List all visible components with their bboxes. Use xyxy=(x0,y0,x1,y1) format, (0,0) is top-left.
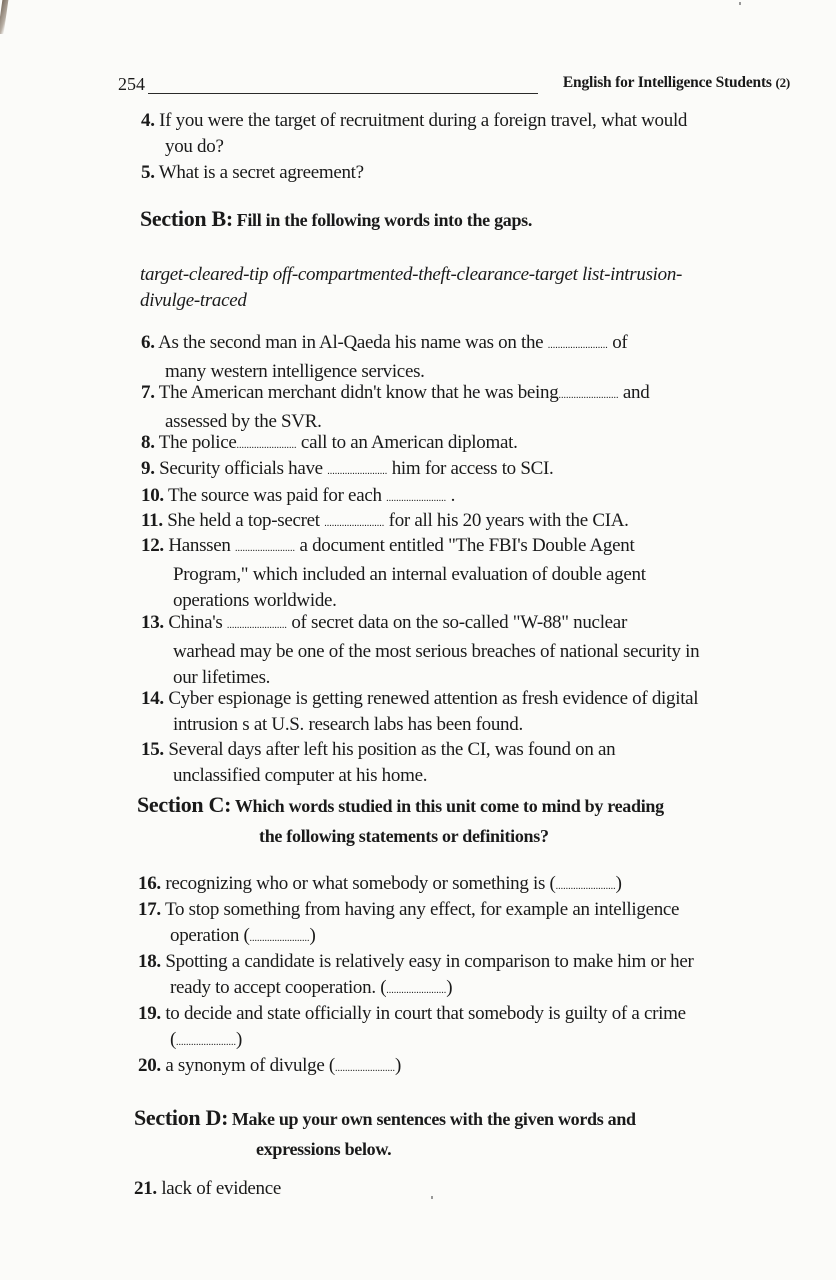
question-text-continued: intrusion s at U.S. research labs has been found. xyxy=(173,714,523,735)
question-number: 15. xyxy=(141,739,164,760)
question-number: 7. xyxy=(141,382,155,403)
question-text: ) xyxy=(236,1029,243,1050)
section-instruction: Which words studied in this unit come to mind by reading xyxy=(234,796,664,816)
section-d-heading xyxy=(134,1104,636,1163)
question-text-continued: you do? xyxy=(165,136,224,157)
question-text: call to an American diplomat. xyxy=(296,432,518,453)
answer-blank: ........................ xyxy=(386,493,447,504)
question-number: 8. xyxy=(141,432,155,453)
question-4 xyxy=(141,108,687,160)
question-text: him for access to SCI. xyxy=(387,458,554,479)
question-text-continued: operations worldwide. xyxy=(173,590,337,611)
page-number: 254 xyxy=(118,74,145,94)
question-number: 16. xyxy=(138,873,161,894)
question-14 xyxy=(141,686,698,738)
question-13 xyxy=(141,610,699,691)
question-text: Several days after left his position as the CI, was found on an xyxy=(168,739,616,760)
paper-speck xyxy=(431,1196,433,1199)
question-text: Cyber espionage is getting renewed attention as fresh evidence of digital xyxy=(168,688,699,709)
question-19 xyxy=(138,1001,686,1056)
answer-blank: ........................ xyxy=(558,390,619,401)
question-21 xyxy=(134,1176,281,1202)
question-text: ) xyxy=(615,873,622,894)
question-text: of secret data on the so-called "W-88" nuclear xyxy=(286,612,627,633)
question-number: 12. xyxy=(141,535,164,556)
question-text: to decide and state officially in court that somebody is guilty of a crime xyxy=(165,1003,686,1024)
question-text: for all his 20 years with the CIA. xyxy=(384,510,629,531)
question-17 xyxy=(138,897,679,952)
question-7 xyxy=(141,380,649,435)
question-text: a synonym of divulge ( xyxy=(165,1055,335,1076)
book-title xyxy=(563,74,790,92)
section-label: Section B: xyxy=(140,206,233,231)
header-rule xyxy=(148,93,538,94)
question-text-continued: warhead may be one of the most serious breaches of national security in xyxy=(173,641,700,662)
question-text: The American merchant didn't know that he was being xyxy=(158,382,559,403)
question-number: 17. xyxy=(138,899,161,920)
word-list-line: target-cleared-tip off-compartmented-theft-clearance-target list-intrusion- xyxy=(140,264,683,285)
question-text-continued: operation ( xyxy=(170,925,250,946)
question-number: 13. xyxy=(141,612,164,633)
question-text-continued: unclassified computer at his home. xyxy=(173,765,428,786)
word-list xyxy=(140,262,790,314)
section-b-heading xyxy=(140,206,532,232)
question-number: 10. xyxy=(141,485,164,506)
question-number: 21. xyxy=(134,1178,157,1199)
question-text: The source was paid for each xyxy=(167,485,387,506)
question-5 xyxy=(141,160,364,186)
section-instruction-continued: the following statements or definitions? xyxy=(259,826,549,846)
answer-blank: ........................ xyxy=(555,881,616,892)
question-text: Spotting a candidate is relatively easy in comparison to make him or her xyxy=(165,951,694,972)
question-9 xyxy=(141,456,553,485)
question-text: and xyxy=(618,382,650,403)
question-text: China's xyxy=(168,612,227,633)
paper-speck xyxy=(739,2,741,5)
book-volume: (2) xyxy=(775,75,790,90)
question-8 xyxy=(141,430,518,459)
section-label: Section D: xyxy=(134,1105,229,1130)
question-15 xyxy=(141,737,615,789)
section-c-heading xyxy=(137,791,664,850)
question-text: lack of evidence xyxy=(161,1178,281,1199)
question-text-continued: ( xyxy=(170,1029,177,1050)
question-number: 19. xyxy=(138,1003,161,1024)
answer-blank: ........................ xyxy=(324,518,385,529)
question-number: 4. xyxy=(141,110,155,131)
question-20 xyxy=(138,1053,401,1082)
question-text: If you were the target of recruitment during a foreign travel, what would xyxy=(159,110,688,131)
answer-blank: ........................ xyxy=(334,1063,395,1074)
question-16 xyxy=(138,871,622,900)
answer-blank: ........................ xyxy=(235,543,296,554)
section-label: Section C: xyxy=(137,792,232,817)
question-text: ) xyxy=(309,925,316,946)
answer-blank: ........................ xyxy=(249,933,310,944)
question-number: 9. xyxy=(141,458,155,479)
answer-blank: ........................ xyxy=(236,440,297,451)
question-text: To stop something from having any effect, for example an intelligence xyxy=(164,899,680,920)
word-list-line: divulge-traced xyxy=(140,290,247,311)
answer-blank: ........................ xyxy=(547,340,608,351)
question-text: of xyxy=(607,332,628,353)
page-edge-shadow xyxy=(0,0,8,34)
question-6 xyxy=(141,330,627,385)
running-header xyxy=(118,72,790,98)
question-number: 20. xyxy=(138,1055,161,1076)
question-text: Security officials have xyxy=(159,458,328,479)
question-12 xyxy=(141,533,646,614)
question-text: recognizing who or what somebody or something is ( xyxy=(165,873,556,894)
question-number: 6. xyxy=(141,332,155,353)
section-instruction: Make up your own sentences with the given words and xyxy=(231,1109,636,1129)
question-text: ) xyxy=(446,977,453,998)
question-text: . xyxy=(446,485,456,506)
question-text: a document entitled "The FBI's Double Agent xyxy=(295,535,635,556)
question-text-continued: assessed by the SVR. xyxy=(165,411,322,432)
answer-blank: ........................ xyxy=(176,1037,237,1048)
question-text-continued: our lifetimes. xyxy=(173,667,271,688)
question-text-continued: many western intelligence services. xyxy=(165,361,425,382)
question-number: 14. xyxy=(141,688,164,709)
question-number: 11. xyxy=(141,510,163,531)
answer-blank: ........................ xyxy=(226,620,287,631)
question-text: ) xyxy=(394,1055,401,1076)
section-instruction-continued: expressions below. xyxy=(256,1139,392,1159)
question-number: 18. xyxy=(138,951,161,972)
answer-blank: ........................ xyxy=(386,985,447,996)
question-18 xyxy=(138,949,694,1004)
question-text: The police xyxy=(158,432,237,453)
question-text-continued: Program," which included an internal evaluation of double agent xyxy=(173,564,646,585)
section-instruction: Fill in the following words into the gaps. xyxy=(236,210,533,230)
answer-blank: ........................ xyxy=(327,466,388,477)
question-number: 5. xyxy=(141,162,155,183)
question-text: As the second man in Al-Qaeda his name was on the xyxy=(158,332,548,353)
question-text: What is a secret agreement? xyxy=(158,162,364,183)
question-text: She held a top-secret xyxy=(167,510,325,531)
book-title-text: English for Intelligence Students xyxy=(562,74,772,91)
question-text-continued: ready to accept cooperation. ( xyxy=(170,977,387,998)
question-text: Hanssen xyxy=(168,535,236,556)
